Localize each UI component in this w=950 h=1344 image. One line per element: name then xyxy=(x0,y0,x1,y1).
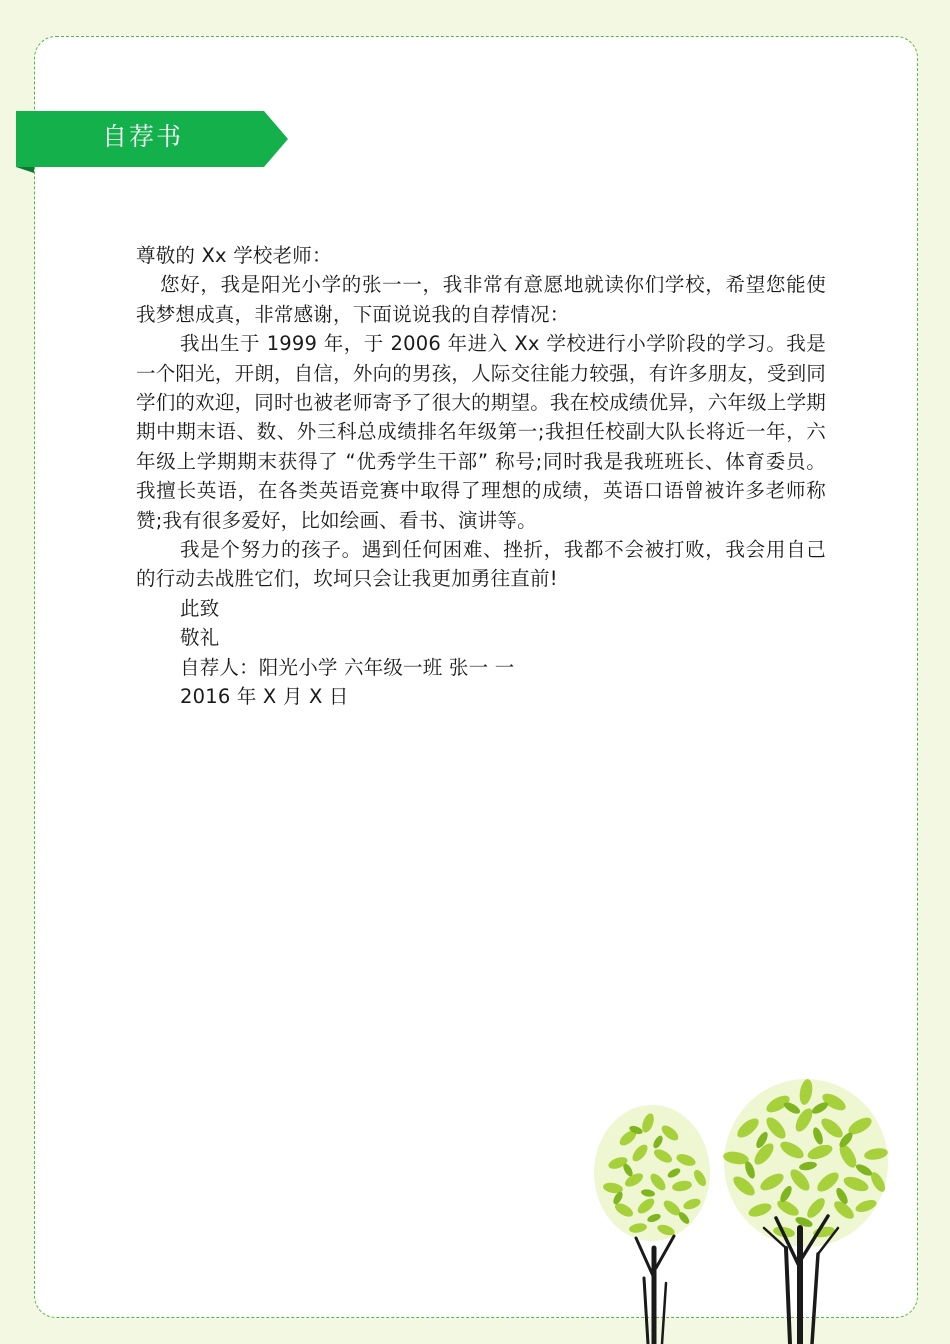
closing-ci-zhi: 此致 xyxy=(180,596,220,620)
signature: 自荐人：阳光小学 六年级一班 张一 一 xyxy=(180,655,515,679)
title-ribbon xyxy=(16,111,288,167)
small-tree-icon xyxy=(594,1105,710,1344)
greeting-paragraph: 您好，我是阳光小学的张一一，我非常有意愿地就读你们学校，希望您能使我梦想成真，非常感谢，下面说说我的自荐情况： xyxy=(136,273,826,326)
letter-body xyxy=(136,241,826,712)
effort-paragraph: 我是个努力的孩子。遇到任何困难、挫折，我都不会被打败，我会用自己的行动去战胜它们，坎坷只会让我更加勇往直前! xyxy=(136,538,826,591)
trees-illustration xyxy=(588,1078,898,1344)
date: 2016 年 X 月 X 日 xyxy=(180,685,349,709)
salutation: 尊敬的 Xx 学校老师： xyxy=(136,244,332,267)
big-tree-icon xyxy=(722,1078,889,1344)
closing-jing-li: 敬礼 xyxy=(180,626,220,650)
introduction-paragraph: 我出生于 1999 年，于 2006 年进入 Xx 学校进行小学阶段的学习。我是一个阳光，开朗，自信，外向的男孩，人际交往能力较强，有许多朋友，受到同学们的欢迎，同时也被老师寄予了很大的期望。我在校成绩优异，六年级上学期期中期末语、数、外三科总成绩排名年级第一;我担任校副大队长将近一年，六年级上学期期末获得了 “优秀学生干部” 称号;同时我是我班班长、体育委员。我擅长英语，在各类英语竞赛中取得了理想的成绩，英语口语曾被许多老师称赞;我有很多爱好，比如绘画、看书、演讲等。 xyxy=(136,332,826,532)
page-title: 自荐书 xyxy=(102,122,184,151)
